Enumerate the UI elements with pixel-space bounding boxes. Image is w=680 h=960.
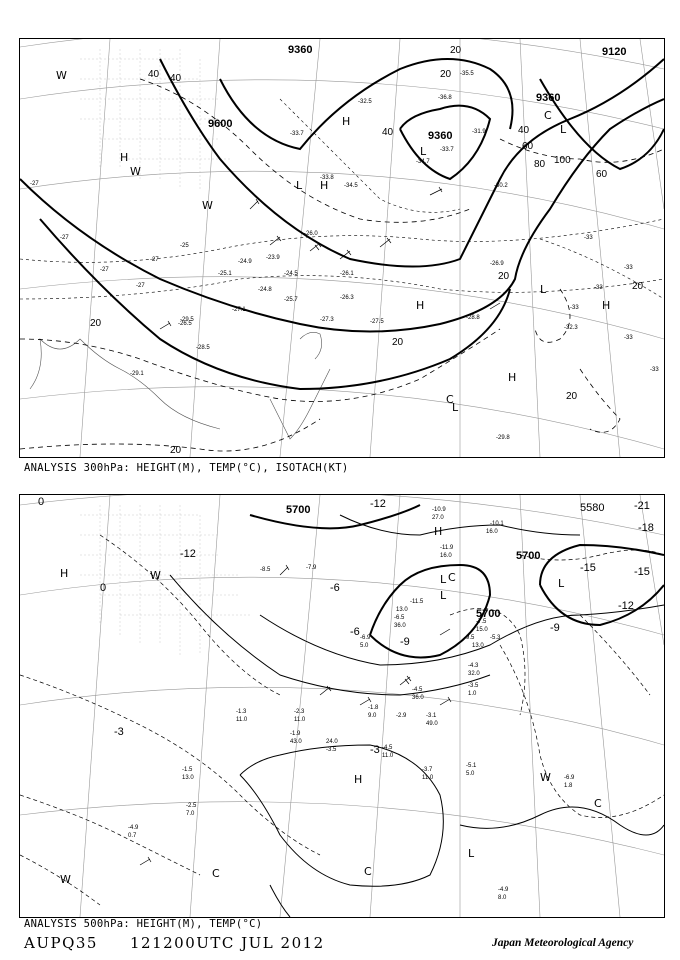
low-center: L [440, 589, 447, 602]
obs-value: 9.0 [368, 713, 377, 719]
temp-obs: -27 [60, 235, 69, 241]
obs-value: -4.3 [468, 663, 479, 669]
temp-obs: -28.8 [466, 315, 480, 321]
temp-iso-label: -6 [350, 626, 360, 638]
height-label: 5700 [476, 608, 501, 620]
obs-value: -3.5 [468, 683, 479, 689]
obs-value: -2.5 [186, 803, 197, 809]
obs-value: -1.3 [236, 709, 247, 715]
isotach-label: 20 [90, 318, 102, 329]
obs-value: -3.5 [326, 747, 337, 753]
height-label: 9360 [428, 130, 453, 142]
obs-value: -3.7 [422, 767, 433, 773]
obs-value: -4.5 [412, 687, 423, 693]
temp-obs: -33.7 [290, 131, 304, 137]
obs-value: -1.8 [368, 705, 379, 711]
panel-caption-500hpa: ANALYSIS 500hPa: HEIGHT(M), TEMP(°C) [24, 918, 263, 930]
height-label: 9360 [288, 44, 313, 56]
map-300hpa-svg [20, 39, 664, 457]
low-center: L [558, 577, 565, 590]
temp-obs: -31.9 [472, 129, 486, 135]
warm-center: W [56, 69, 67, 82]
obs-value: 7.0 [186, 811, 195, 817]
obs-value: 36.0 [394, 623, 406, 629]
warm-center: W [202, 199, 213, 212]
obs-value: 1.8 [564, 783, 573, 789]
low-center: L [296, 179, 303, 192]
chart-id: AUPQ35 [24, 934, 98, 952]
temp-obs: -26.5 [178, 321, 192, 327]
obs-value: 13.0 [396, 607, 408, 613]
temp-iso-label: -12 [618, 600, 634, 612]
obs-value: -5.3 [490, 635, 501, 641]
warm-center: W [150, 569, 161, 582]
isotach-label: 100 [554, 155, 571, 166]
temp-obs: -29.8 [496, 435, 510, 441]
high-center: H [602, 299, 611, 312]
height-label: 9360 [536, 92, 561, 104]
cold-center: C [544, 109, 552, 122]
low-center: L [440, 573, 447, 586]
high-center: H [354, 773, 363, 786]
map-panel-500hpa [19, 494, 665, 918]
isotach-label: 20 [632, 281, 644, 292]
obs-value: -2.3 [294, 709, 305, 715]
temp-obs: -23.9 [266, 255, 280, 261]
cold-center: C [446, 393, 454, 406]
obs-value: -10.1 [490, 521, 504, 527]
land-hatch [80, 505, 250, 655]
obs-value: 13.0 [472, 643, 484, 649]
obs-value: -6.9 [360, 635, 371, 641]
obs-value: -7.9 [306, 565, 317, 571]
temp-iso-label: -15 [634, 566, 650, 578]
agency-name: Japan Meteorological Agency [492, 937, 634, 949]
temp-obs: -33 [584, 235, 593, 241]
isotach-label: 40 [170, 73, 182, 84]
temp-obs: -32.3 [564, 325, 578, 331]
temp-obs: -24.9 [238, 259, 252, 265]
temp-obs: -33 [650, 367, 659, 373]
low-center: L [560, 123, 567, 136]
temp-obs: -27.1 [232, 307, 246, 313]
obs-value: -1.9 [290, 731, 301, 737]
temp-iso-label: -6 [330, 582, 340, 594]
temp-obs: -27 [30, 181, 39, 187]
obs-value: 24.0 [326, 739, 338, 745]
obs-value: -10.9 [432, 507, 446, 513]
temp-obs: -27 [100, 267, 109, 273]
cold-center: C [448, 571, 456, 584]
valid-time: 121200UTC JUL 2012 [130, 934, 325, 952]
temp-obs: -33.7 [440, 147, 454, 153]
obs-value: 5.0 [360, 643, 369, 649]
temp-obs: -26.1 [340, 271, 354, 277]
temp-iso-label: -12 [180, 548, 196, 560]
obs-value: 11.0 [422, 775, 434, 781]
temperature-contours [20, 99, 664, 299]
temp-obs: -33 [570, 305, 579, 311]
obs-value: 11.0 [236, 717, 248, 723]
temp-obs: -34.7 [416, 159, 430, 165]
cold-center: C [364, 865, 372, 878]
temp-obs: -36.8 [438, 95, 452, 101]
obs-value: -1.5 [182, 767, 193, 773]
warm-center: W [540, 771, 551, 784]
temp-iso-label: -3 [370, 744, 380, 756]
temp-obs: -24.5 [284, 271, 298, 277]
height-contours-thin [170, 515, 664, 695]
temp-iso-label: 0 [100, 582, 107, 594]
temp-obs: -27 [150, 257, 159, 263]
isotach-label: 20 [566, 391, 578, 402]
obs-value: 11.0 [294, 717, 306, 723]
low-center: L [420, 145, 427, 158]
temp-obs: -26.0 [304, 231, 318, 237]
obs-value: -9.5 [464, 635, 475, 641]
obs-value: -11.9 [440, 545, 454, 551]
temp-obs: -32.5 [358, 99, 372, 105]
temp-iso-label: -12 [370, 498, 386, 510]
high-center: H [60, 567, 69, 580]
height-label: 5580 [580, 502, 605, 514]
map-panel-300hpa [19, 38, 665, 458]
obs-value: 8.0 [498, 895, 507, 901]
temp-obs: -26.3 [340, 295, 354, 301]
temp-iso-label: -18 [638, 522, 654, 534]
temp-iso-label: -15 [580, 562, 596, 574]
map-500hpa-svg [20, 495, 664, 917]
warm-center: W [130, 165, 141, 178]
temp-obs: -33 [624, 265, 633, 271]
cold-center: C [594, 797, 602, 810]
temp-iso-label: 0 [38, 496, 45, 508]
isotach-label: 40 [382, 127, 394, 138]
temperature-contours [20, 535, 664, 905]
high-center: H [508, 371, 517, 384]
temp-obs: -26.9 [490, 261, 504, 267]
obs-value: 36.0 [412, 695, 424, 701]
isotach-label: 20 [170, 445, 182, 456]
obs-value: 5.0 [466, 771, 475, 777]
height-label: 5700 [286, 504, 311, 516]
temp-obs: -27.5 [370, 319, 384, 325]
high-center: H [342, 115, 351, 128]
obs-value: 32.0 [468, 671, 480, 677]
obs-value: -7.5 [476, 619, 487, 625]
height-label: 9600 [208, 118, 233, 130]
low-center: L [540, 283, 547, 296]
height-contours [20, 59, 664, 389]
cold-center: C [212, 867, 220, 880]
temp-obs: -25.1 [218, 271, 232, 277]
obs-value: -2.9 [396, 713, 407, 719]
obs-value: 27.0 [432, 515, 444, 521]
obs-value: 16.0 [440, 553, 452, 559]
obs-value: 1.0 [468, 691, 477, 697]
obs-value: -3.1 [426, 713, 437, 719]
coastline [240, 745, 664, 917]
high-center: H [434, 525, 443, 538]
temp-obs: -34.5 [344, 183, 358, 189]
isotach-label: 40 [148, 69, 160, 80]
temp-obs: -25.7 [284, 297, 298, 303]
obs-value: -4.5 [382, 745, 393, 751]
high-center: H [120, 151, 129, 164]
isotach-label: 40 [518, 125, 530, 136]
temp-iso-label: -3 [114, 726, 124, 738]
obs-value: 16.0 [486, 529, 498, 535]
height-label: 9120 [602, 46, 627, 58]
temp-obs: -28.5 [196, 345, 210, 351]
warm-center: W [60, 873, 71, 886]
high-center: H [416, 299, 425, 312]
height-label: 5700 [516, 550, 541, 562]
low-center: L [468, 847, 475, 860]
obs-value: -6.9 [564, 775, 575, 781]
temp-obs: -29.5 [180, 317, 194, 323]
temp-obs: -25 [180, 243, 189, 249]
temp-obs: -24.8 [258, 287, 272, 293]
temp-obs: -33.8 [320, 175, 334, 181]
obs-value: 11.0 [382, 753, 394, 759]
temp-obs: -27.3 [320, 317, 334, 323]
isotach-label: 20 [450, 45, 462, 56]
temp-obs: -33 [624, 335, 633, 341]
temp-obs: -33 [594, 285, 603, 291]
panel-caption-300hpa: ANALYSIS 300hPa: HEIGHT(M), TEMP(°C), ISOTACH(KT) [24, 462, 349, 474]
isotach-label: 80 [534, 159, 546, 170]
obs-value: -6.5 [394, 615, 405, 621]
obs-value: -4.9 [498, 887, 509, 893]
isotach-label: 20 [440, 69, 452, 80]
coastline [30, 332, 330, 439]
obs-value: 0.7 [128, 833, 137, 839]
obs-value: -11.5 [410, 599, 424, 605]
temp-iso-label: -9 [550, 622, 560, 634]
high-center: H [320, 179, 329, 192]
isotach-label: 60 [522, 141, 534, 152]
obs-value: 13.0 [182, 775, 194, 781]
obs-value: 43.0 [290, 739, 302, 745]
obs-value: 49.0 [426, 721, 438, 727]
isotach-label: 20 [392, 337, 404, 348]
temp-iso-label: -21 [634, 500, 650, 512]
isotach-label: 20 [498, 271, 510, 282]
obs-value: 15.0 [476, 627, 488, 633]
isotach-label: 60 [596, 169, 608, 180]
low-center: L [452, 401, 459, 414]
graticule [20, 495, 664, 917]
temp-obs: -35.5 [460, 71, 474, 77]
temp-obs: -27 [136, 283, 145, 289]
temp-iso-label: -9 [400, 636, 410, 648]
temp-obs: -29.1 [130, 371, 144, 377]
obs-value: -4.9 [128, 825, 139, 831]
temp-obs: -30.2 [494, 183, 508, 189]
obs-value: -8.5 [260, 567, 271, 573]
obs-value: -5.1 [466, 763, 477, 769]
